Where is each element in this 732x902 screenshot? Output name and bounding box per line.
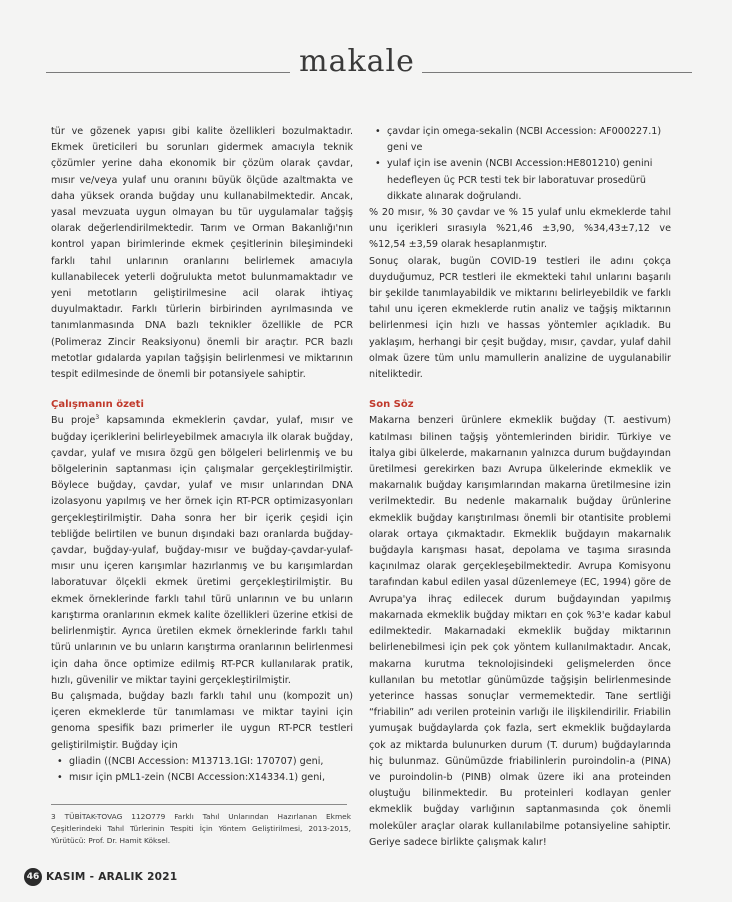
final-paragraph: Makarna benzeri ürünlere ekmeklik buğday (T. aestivum) katılması bilinen tağşiş yöntemlerinden biridir. Türkiye ve İtalya gibi ülkelerde, makarnanın yalnızca durum buğdayından üretilmesi gerekirken bazı Avrupa ülkelerinde ekmeklik ve makarnalık buğday karışımlarından makarna üretilmesine izin verilmektedir. Bu nedenle makarnalık buğday ürünlerine ekmeklik buğday karıştırılması önemli bir otantisite problemi olarak ortaya çıkmaktadır. Ekmeklik buğdayın makarnalık buğdayla karışması hasat, depolama ve taşıma sırasında kaçınılmaz olarak gerçekleşebilmektedir. Avrupa Komisyonu tarafından kabul edilen yasal düzenlemeye (EC, 1994) göre de Avrupa'ya ihraç edilecek durum buğdayından yapılmış makarnada ekmeklik buğday miktarı en çok %3'e kadar kabul edilmektedir. Makarnadaki ekmeklik buğday miktarının belirlenebilmesi için pek çok yöntem kullanılmaktadır. Ancak, makarna kurutma teknolojisindeki gelişmelerden önce kullanılan bu metotlar günümüzde tağşişin belirlenmesinde yeterince hassas sonuçlar vermemektedir. Tane sertliği “friabilin” adı verilen proteinin varlığı ile ilişkilendirilir. Friabilin yumuşak buğdaylarda çok fazla, sert ekmeklik buğdaylarda çok az miktarda bulunurken durum (T. durum) buğdaylarında hiç bulunmaz. Günümüzde friabilinlerin puroindolin-a (PINA) ve puroindolin-b (PINB) olmak üzere iki ana proteinden oluştuğu bilinmektedir. Bu proteinleri kodlayan genler ekmeklik buğday varlığının saptanmasında çok önemli moleküler araçlar olarak kullanılabilme potansiyeline sahiptir. Geriye sadece birlikte çalışmak kalır! [369, 415, 671, 848]
footnote-ref: 3 [95, 414, 100, 422]
header-rule-right [422, 72, 692, 73]
right-column [369, 124, 671, 851]
page-number-badge: 46 [24, 868, 42, 886]
summary-p1-start: Bu proje [51, 415, 96, 427]
left-column [51, 124, 353, 786]
list-item: • mısır için pML1-zein (NCBI Accession:X14334.1) geni, [51, 770, 353, 786]
section-heading-ozet: Çalışmanın özeti [51, 399, 144, 411]
page-footer [24, 868, 178, 886]
section-title-makale: makale [299, 44, 415, 79]
summary-paragraph-1 [51, 413, 353, 688]
footnote-rule [51, 804, 347, 805]
section-heading-son-soz: Son Söz [369, 399, 414, 411]
list-item: • yulaf için ise avenin (NCBI Accession:HE801210) genini hedefleyen üç PCR testi tek bir laboratuvar prosedürü dikkate alınarak doğrulandı. [369, 156, 671, 205]
header-rule-left [46, 72, 290, 73]
summary-p1-rest: kapsamında ekmeklerin çavdar, yulaf, mısır ve buğday içeriklerini belirleyebilmek amacıyla ilk olarak buğday, çavdar, yulaf ve mısıra özgü gen bölgeleri belirlenmiş ve bu bölgelerinin saptanması için çalışmalar gerçekleştirilmiştir. Böylece buğday, çavdar, yulaf ve mısır unlarından DNA izolasyonu yapılmış ve her örnek için RT-PCR optimizasyonları gerçekleştirilmiştir. Daha sonra her bir içerik çeşidi için tebliğde belirtilen ve bunun dışındaki bazı oranlarda buğday-çavdar, buğday-yulaf, buğday-mısır ve buğday-çavdar-yulaf-mısır unu içeren karışımlar hazırlanmış ve bu karışımlardan laboratuvar ölçekli ekmek üretimi gerçekleştirilmiştir. Bu ekmek örneklerinde farklı tahıl türü unlarının ve bu unların karıştırma oranlarının ekmek kalite özellikleri üzerine etkisi de belirlenmiştir. Ayrıca üretilen ekmek örneklerinde farklı tahıl türü unlarının ve bu unların karıştırma oranlarının belirlenmesi için daha önce optimize edilmiş RT-PCR kullanılarak pratik, hızlı, güvenilir ve miktar tayini gerçekleştirilmiştir. [51, 415, 353, 686]
summary-paragraph-2: Bu çalışmada, buğday bazlı farklı tahıl unu (kompozit un) içeren ekmeklerde tür tanımlaması ve miktar tayini için genoma spesifik bazı primerler ile uygun RT-PCR testleri geliştirilmiştir. Buğday için [51, 690, 353, 751]
gene-list-right [369, 124, 671, 205]
results-paragraph: % 20 mısır, % 30 çavdar ve % 15 yulaf unlu ekmeklerde tahıl unu içerikleri sırasıyla %21,46 ±3,90, %34,43±7,12 ve %12,54 ±3,59 olarak hesaplanmıştır. [369, 207, 671, 251]
footnote: 3 TÜBİTAK-TOVAG 112O779 Farklı Tahıl Unlarından Hazırlanan Ekmek Çeşitlerindeki Tahıl Türlerinin Tespiti İçin Yöntem Geliştirilmesi, 2013-2015, Yürütücü: Prof. Dr. Hamit Köksel. [51, 812, 351, 845]
list-item: • gliadin ((NCBI Accession: M13713.1GI: 170707) geni, [51, 754, 353, 770]
list-item: • çavdar için omega-sekalin (NCBI Accession: AF000227.1) geni ve [369, 124, 671, 156]
issue-date: KASIM - ARALIK 2021 [46, 871, 178, 883]
conclusion-paragraph: Sonuç olarak, bugün COVID-19 testleri ile adını çokça duyduğumuz, PCR testleri ile ekmekteki tahıl unlarını başarılı bir şekilde tanımlayabildik ve miktarını belirleyebildik ve farklı tahıl unu içeren ekmeklerde rutin analiz ve tağşiş miktarının belirlenmesi için hızlı ve hassas yöntemler açıkladık. Bu yaklaşım, herhangi bir çeşit buğday, mısır, çavdar, yulaf dahil olmak üzere tüm unlu mamullerin analizine de uygulanabilir niteliktedir. [369, 255, 671, 381]
gene-list-left [51, 754, 353, 786]
intro-paragraph: tür ve gözenek yapısı gibi kalite özellikleri bozulmaktadır. Ekmek üreticileri bu sorunları gidermek amacıyla teknik çözümler yerine daha ekonomik bir çözüm olarak çavdar, mısır ve/veya yulaf unu oranını büyük ölçüde azaltmakta ve daha yüksek oranda buğday unu kullanabilmektedir. Ancak, yasal mevzuata uygun olmayan bu tür uygulamalar tağşiş olarak değerlendirilmektedir. Tarım ve Orman Bakanlığı'nın kontrol yapan birimlerinde ekmek çeşitlerinin bileşimindeki farklı tahıl unlarının oranlarını belirlemek amacıyla kullanabilecek yeterli doğrulukta metot bulunmamaktadır ve yeni metotların geliştirilmesine acil olarak ihtiyaç duyulmaktadır. Farklı türlerin birbirinden ayrılmasında ve tanımlanmasında DNA bazlı teknikler özellikle de PCR (Polimeraz Zincir Reaksiyonu) önemli bir araçtır. PCR bazlı metotlar gıdalarda yapılan tağşişin belirlenmesi ve miktarının tespit edilmesinde de önemli bir potansiyele sahiptir. [51, 126, 353, 381]
